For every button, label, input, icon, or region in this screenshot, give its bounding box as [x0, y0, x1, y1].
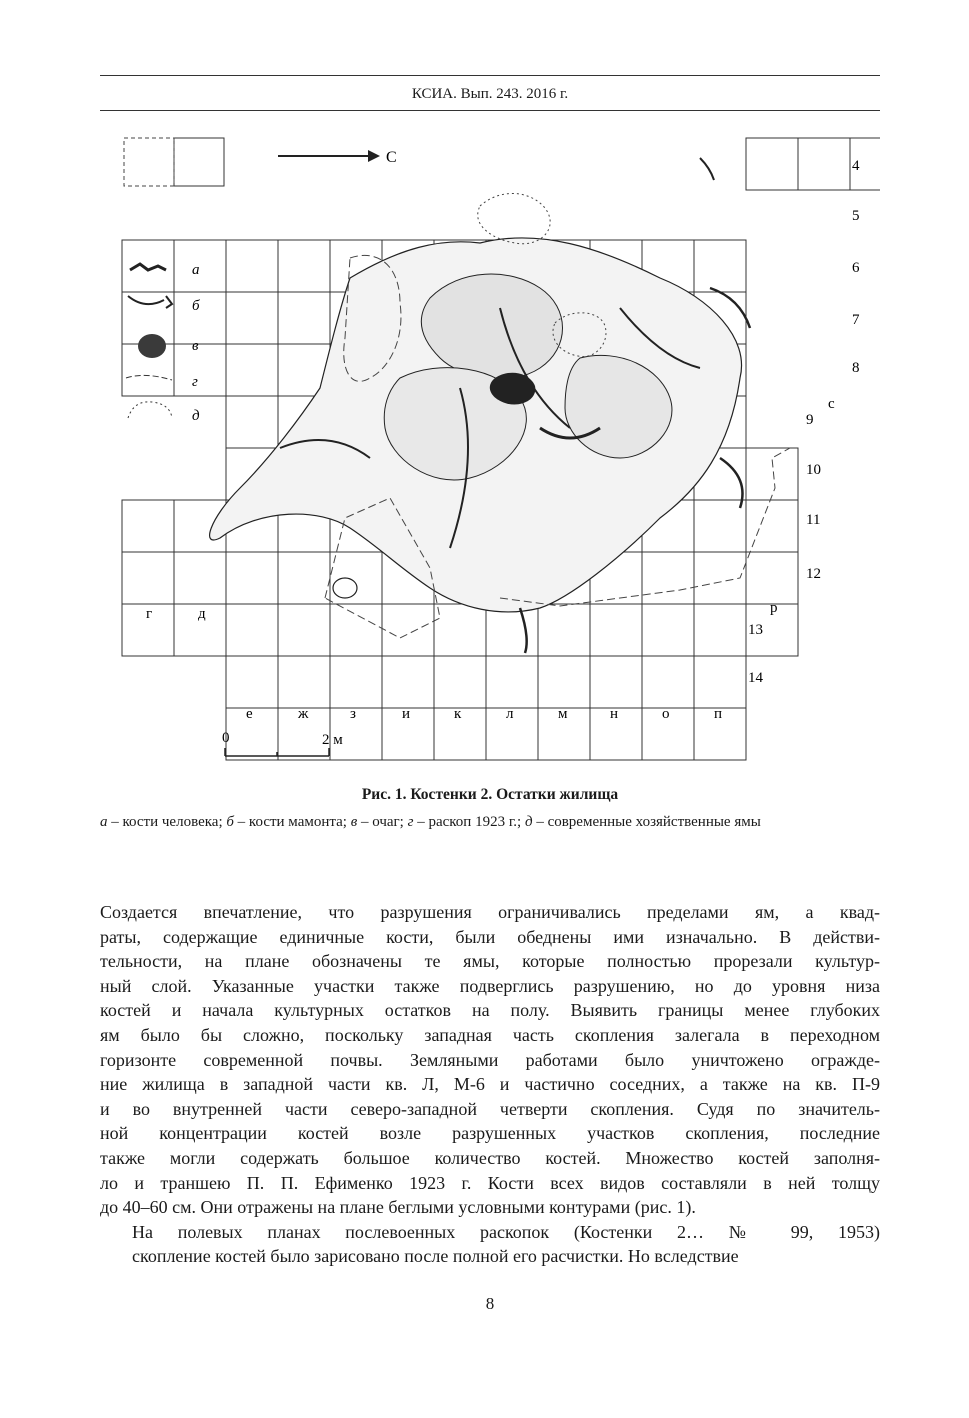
figure-title: Рис. 1. Костенки 2. Остатки жилища — [361, 786, 619, 803]
row-label: 8 — [852, 360, 860, 376]
grid-square — [226, 396, 278, 448]
text-line: Создается впечатление, что разрушения ограничивались пределами ям, а квад- — [100, 902, 880, 922]
map-legend — [126, 262, 200, 424]
excavation-plan-figure — [100, 128, 880, 768]
grid-square — [278, 292, 330, 344]
grid-square — [174, 138, 224, 186]
grid-square — [122, 552, 174, 604]
grid-square — [382, 604, 434, 656]
grid-square — [798, 138, 850, 190]
header-rule-top — [100, 75, 880, 76]
grid-square — [642, 552, 694, 604]
modern-pits-icon — [128, 402, 172, 418]
scale-bar — [222, 730, 343, 756]
legend-letter: а — [192, 262, 200, 278]
column-label: с — [828, 396, 835, 412]
grid-square — [226, 552, 278, 604]
grid-square — [746, 500, 798, 552]
row-label: 9 — [806, 412, 814, 428]
text-line: раты, содержащие единичные кости, были обеднены ими изначально. В действи- — [100, 926, 880, 947]
legend-text: – кости мамонта; — [233, 814, 351, 830]
column-label: н — [610, 706, 619, 722]
grid-square — [174, 344, 226, 396]
grid-square — [226, 656, 278, 708]
text-line: ной концентрации костей возле разрушенных участков скопления, последние — [100, 1123, 880, 1144]
row-label: 13 — [748, 622, 763, 638]
scale-end-label: 2 м — [322, 732, 343, 748]
grid-square — [174, 552, 226, 604]
scale-start-label: 0 — [222, 730, 230, 746]
text-line: ло и траншею П. П. Ефименко 1923 г. Кости всех видов составляли в ней толщу — [100, 1172, 880, 1193]
grid-square — [694, 656, 746, 708]
legend-letter: г — [192, 374, 198, 390]
text-line: ям было бы сложно, поскольку западная часть скопления залегала в переходном — [100, 1024, 880, 1045]
hearth-icon — [138, 334, 166, 358]
grid-square — [538, 656, 590, 708]
grid-square — [226, 292, 278, 344]
legend-letter: б — [192, 298, 200, 314]
legend-letter: д — [524, 814, 533, 830]
grid-square — [174, 240, 226, 292]
grid-square — [382, 656, 434, 708]
column-label: е — [246, 706, 253, 722]
column-label: ж — [298, 706, 309, 722]
row-label: 11 — [806, 512, 821, 528]
dashed-squares-top-left — [124, 138, 174, 186]
grid-square — [538, 604, 590, 656]
legend-letter: в — [350, 814, 358, 830]
grid-square — [590, 656, 642, 708]
row-label: 6 — [852, 260, 860, 276]
figure-legend — [100, 812, 880, 833]
text-line: тельности, на плане обозначены те ямы, которые полностью прорезали культур- — [100, 951, 880, 972]
text-line: ный слой. Указанные участки также подверглись разрушению, но до уровня низа — [100, 975, 880, 996]
legend-letter: г — [407, 814, 414, 830]
column-label: о — [662, 706, 670, 722]
legend-text: – раскоп 1923 г.; — [413, 814, 525, 830]
grid-square — [694, 604, 746, 656]
row-label: 4 — [852, 158, 860, 174]
text-line: скопление костей было зарисовано после полной его расчистки. Но вследствие — [132, 1246, 739, 1267]
grid-square — [486, 656, 538, 708]
grid-square — [122, 240, 174, 292]
paragraph-1 — [100, 900, 880, 1220]
legend-text: – очаг; — [357, 814, 408, 830]
column-label: д — [198, 606, 206, 622]
column-label: м — [558, 706, 568, 722]
legend-letter: в — [192, 338, 199, 354]
grid-square — [434, 604, 486, 656]
running-header: КСИА. Вып. 243. 2016 г. — [411, 86, 569, 102]
bone-concentration — [210, 158, 750, 653]
column-label: и — [402, 706, 411, 722]
legend-letter: а — [100, 814, 108, 830]
legend-letter: б — [226, 814, 234, 830]
grid-square — [694, 240, 746, 292]
north-arrow — [278, 149, 397, 166]
text-line: На полевых планах послевоенных раскопок (Костенки 2… № 99, 1953) — [132, 1221, 880, 1242]
row-label: 10 — [806, 462, 821, 478]
row-label: 7 — [852, 312, 860, 328]
north-label: С — [386, 149, 397, 166]
grid-square — [278, 240, 330, 292]
grid-square — [330, 604, 382, 656]
grid-square — [746, 448, 798, 500]
text-line: костей и начала культурных остатков на полу. Выявить границы менее глубоких — [100, 1000, 880, 1021]
column-label: п — [714, 706, 723, 722]
mammoth-bones-icon — [128, 296, 172, 308]
grid-square — [226, 344, 278, 396]
text-line: до 40–60 см. Они отражены на плане беглыми условными контурами (рис. 1). — [100, 1197, 696, 1218]
human-bones-icon — [130, 264, 166, 270]
grid-square — [226, 604, 278, 656]
text-line: также могли содержать большое количество костей. Множество костей заполня- — [100, 1147, 880, 1168]
grid-square — [226, 240, 278, 292]
grid-square — [694, 500, 746, 552]
column-label: к — [454, 706, 462, 722]
grid-square — [642, 656, 694, 708]
text-line: и во внутренней части северо-западной четверти скопления. Судя по значитель- — [100, 1098, 880, 1119]
column-label: г — [146, 606, 153, 622]
grid-square — [434, 656, 486, 708]
grid-square — [330, 656, 382, 708]
page-number: 8 — [485, 1294, 495, 1313]
paragraph-2 — [100, 1220, 880, 1269]
grid-square — [122, 500, 174, 552]
column-label: з — [350, 706, 356, 722]
column-label: л — [506, 706, 514, 722]
legend-text: – кости человека; — [107, 814, 227, 830]
grid-square — [278, 552, 330, 604]
text-line: ние жилища в западной части кв. Л, М-6 и частично соседних, а также на кв. П-9 — [100, 1074, 880, 1095]
row-label: 12 — [806, 566, 821, 582]
excavation-1923-icon — [126, 375, 172, 380]
grid-square — [746, 552, 798, 604]
legend-letter: д — [192, 408, 200, 424]
grid-square — [174, 292, 226, 344]
grid-square — [590, 604, 642, 656]
legend-text: – современные хозяйственные ямы — [532, 814, 761, 830]
column-label: р — [770, 600, 778, 616]
text-line: горизонте современной почвы. Земляными работами было уничтожено огражде- — [100, 1049, 880, 1070]
grid-square — [278, 656, 330, 708]
row-label: 5 — [852, 208, 860, 224]
body-text — [100, 900, 880, 1269]
header-rule-bottom — [100, 110, 880, 111]
grid-square — [642, 604, 694, 656]
row-label: 14 — [748, 670, 763, 686]
grid-square — [278, 604, 330, 656]
grid-square — [746, 138, 798, 190]
